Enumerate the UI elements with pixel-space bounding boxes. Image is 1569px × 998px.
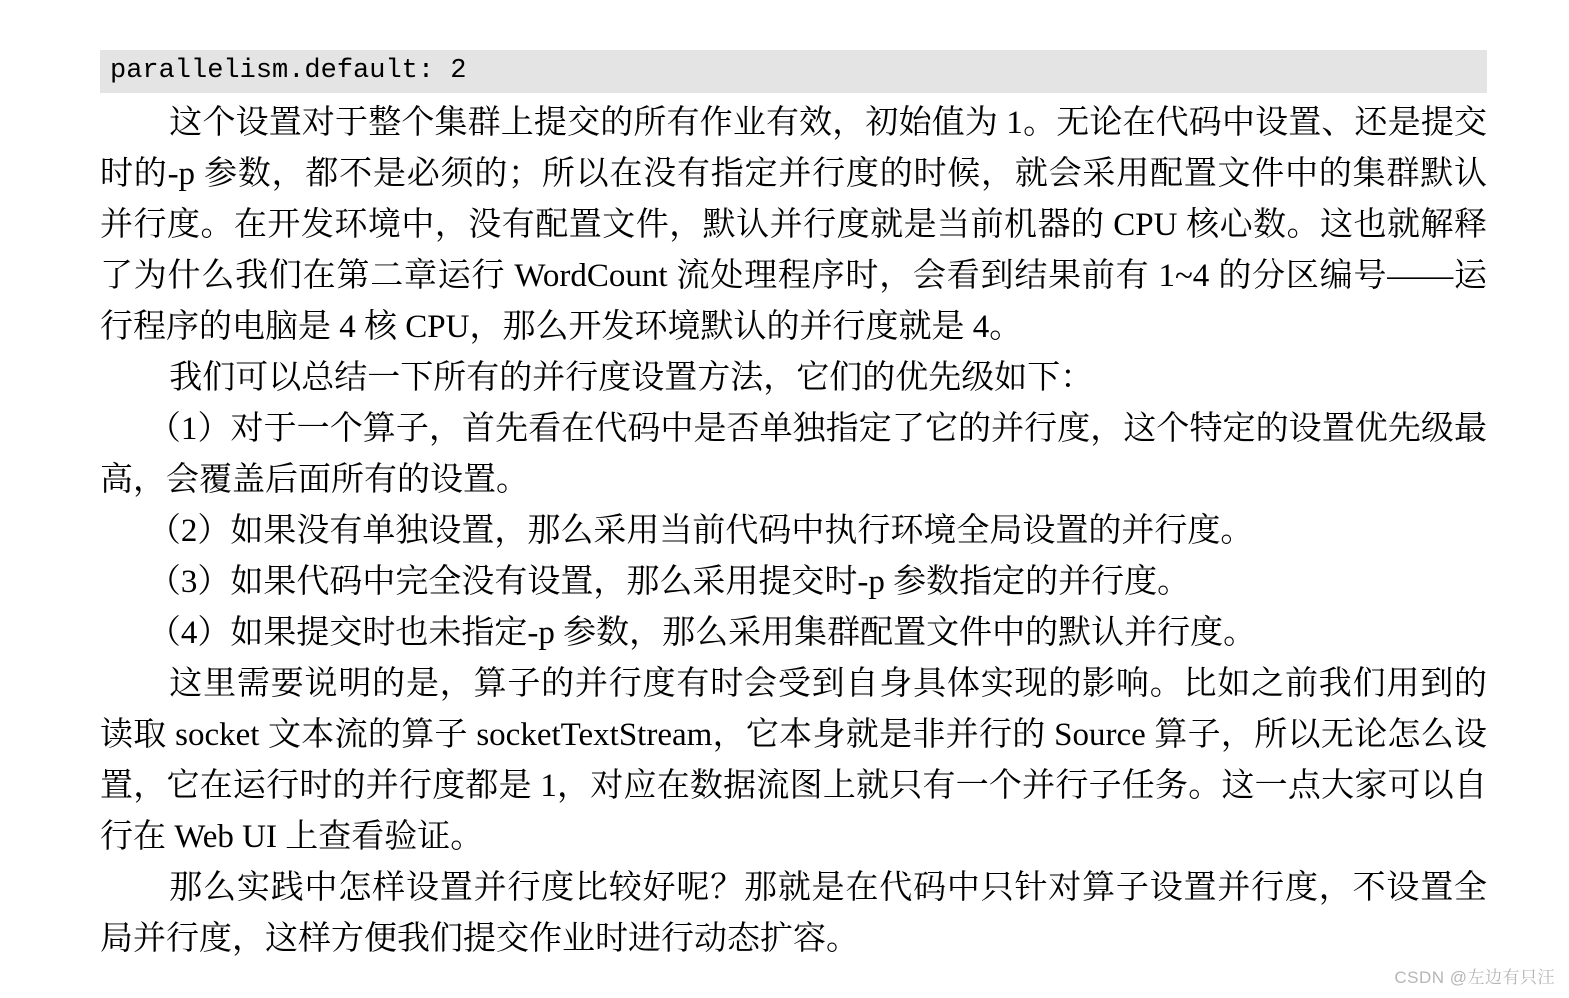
paragraph-operator-implementation-note: 这里需要说明的是，算子的并行度有时会受到自身具体实现的影响。比如之前我们用到的读取 socket 文本流的算子 socketTextStream，它本身就是非并行的 Source 算子，所以无论怎么设置，它在运行时的并行度都是 1，对应在数据流图上就只有一个并行子任务。这一点大家可以自行在 Web UI 上查看验证。	[100, 666, 1487, 855]
list-item-1: （1）对于一个算子，首先看在代码中是否单独指定了它的并行度，这个特定的设置优先级最高，会覆盖后面所有的设置。	[100, 411, 1487, 498]
list-item-4: （4）如果提交时也未指定-p 参数，那么采用集群配置文件中的默认并行度。	[147, 615, 1257, 651]
list-item-3: （3）如果代码中完全没有设置，那么采用提交时-p 参数指定的并行度。	[147, 564, 1191, 600]
list-item-2: （2）如果没有单独设置，那么采用当前代码中执行环境全局设置的并行度。	[147, 513, 1254, 549]
body-text	[100, 98, 1487, 965]
csdn-watermark: CSDN @左边有只汪	[1394, 968, 1555, 987]
config-code-block: parallelism.default: 2	[100, 50, 1487, 93]
paragraph-priority-intro: 我们可以总结一下所有的并行度设置方法，它们的优先级如下：	[169, 360, 1094, 396]
paragraph-best-practice: 那么实践中怎样设置并行度比较好呢？那就是在代码中只针对算子设置并行度，不设置全局并行度，这样方便我们提交作业时进行动态扩容。	[100, 870, 1487, 957]
text-content-area	[100, 50, 1487, 965]
paragraph-cluster-default-parallelism: 这个设置对于整个集群上提交的所有作业有效，初始值为 1。无论在代码中设置、还是提交时的-p 参数，都不是必须的；所以在没有指定并行度的时候，就会采用配置文件中的集群默认并行度。在开发环境中，没有配置文件，默认并行度就是当前机器的 CPU 核心数。这也就解释了为什么我们在第二章运行 WordCount 流处理程序时，会看到结果前有 1~4 的分区编号——运行程序的电脑是 4 核 CPU，那么开发环境默认的并行度就是 4。	[100, 105, 1487, 345]
